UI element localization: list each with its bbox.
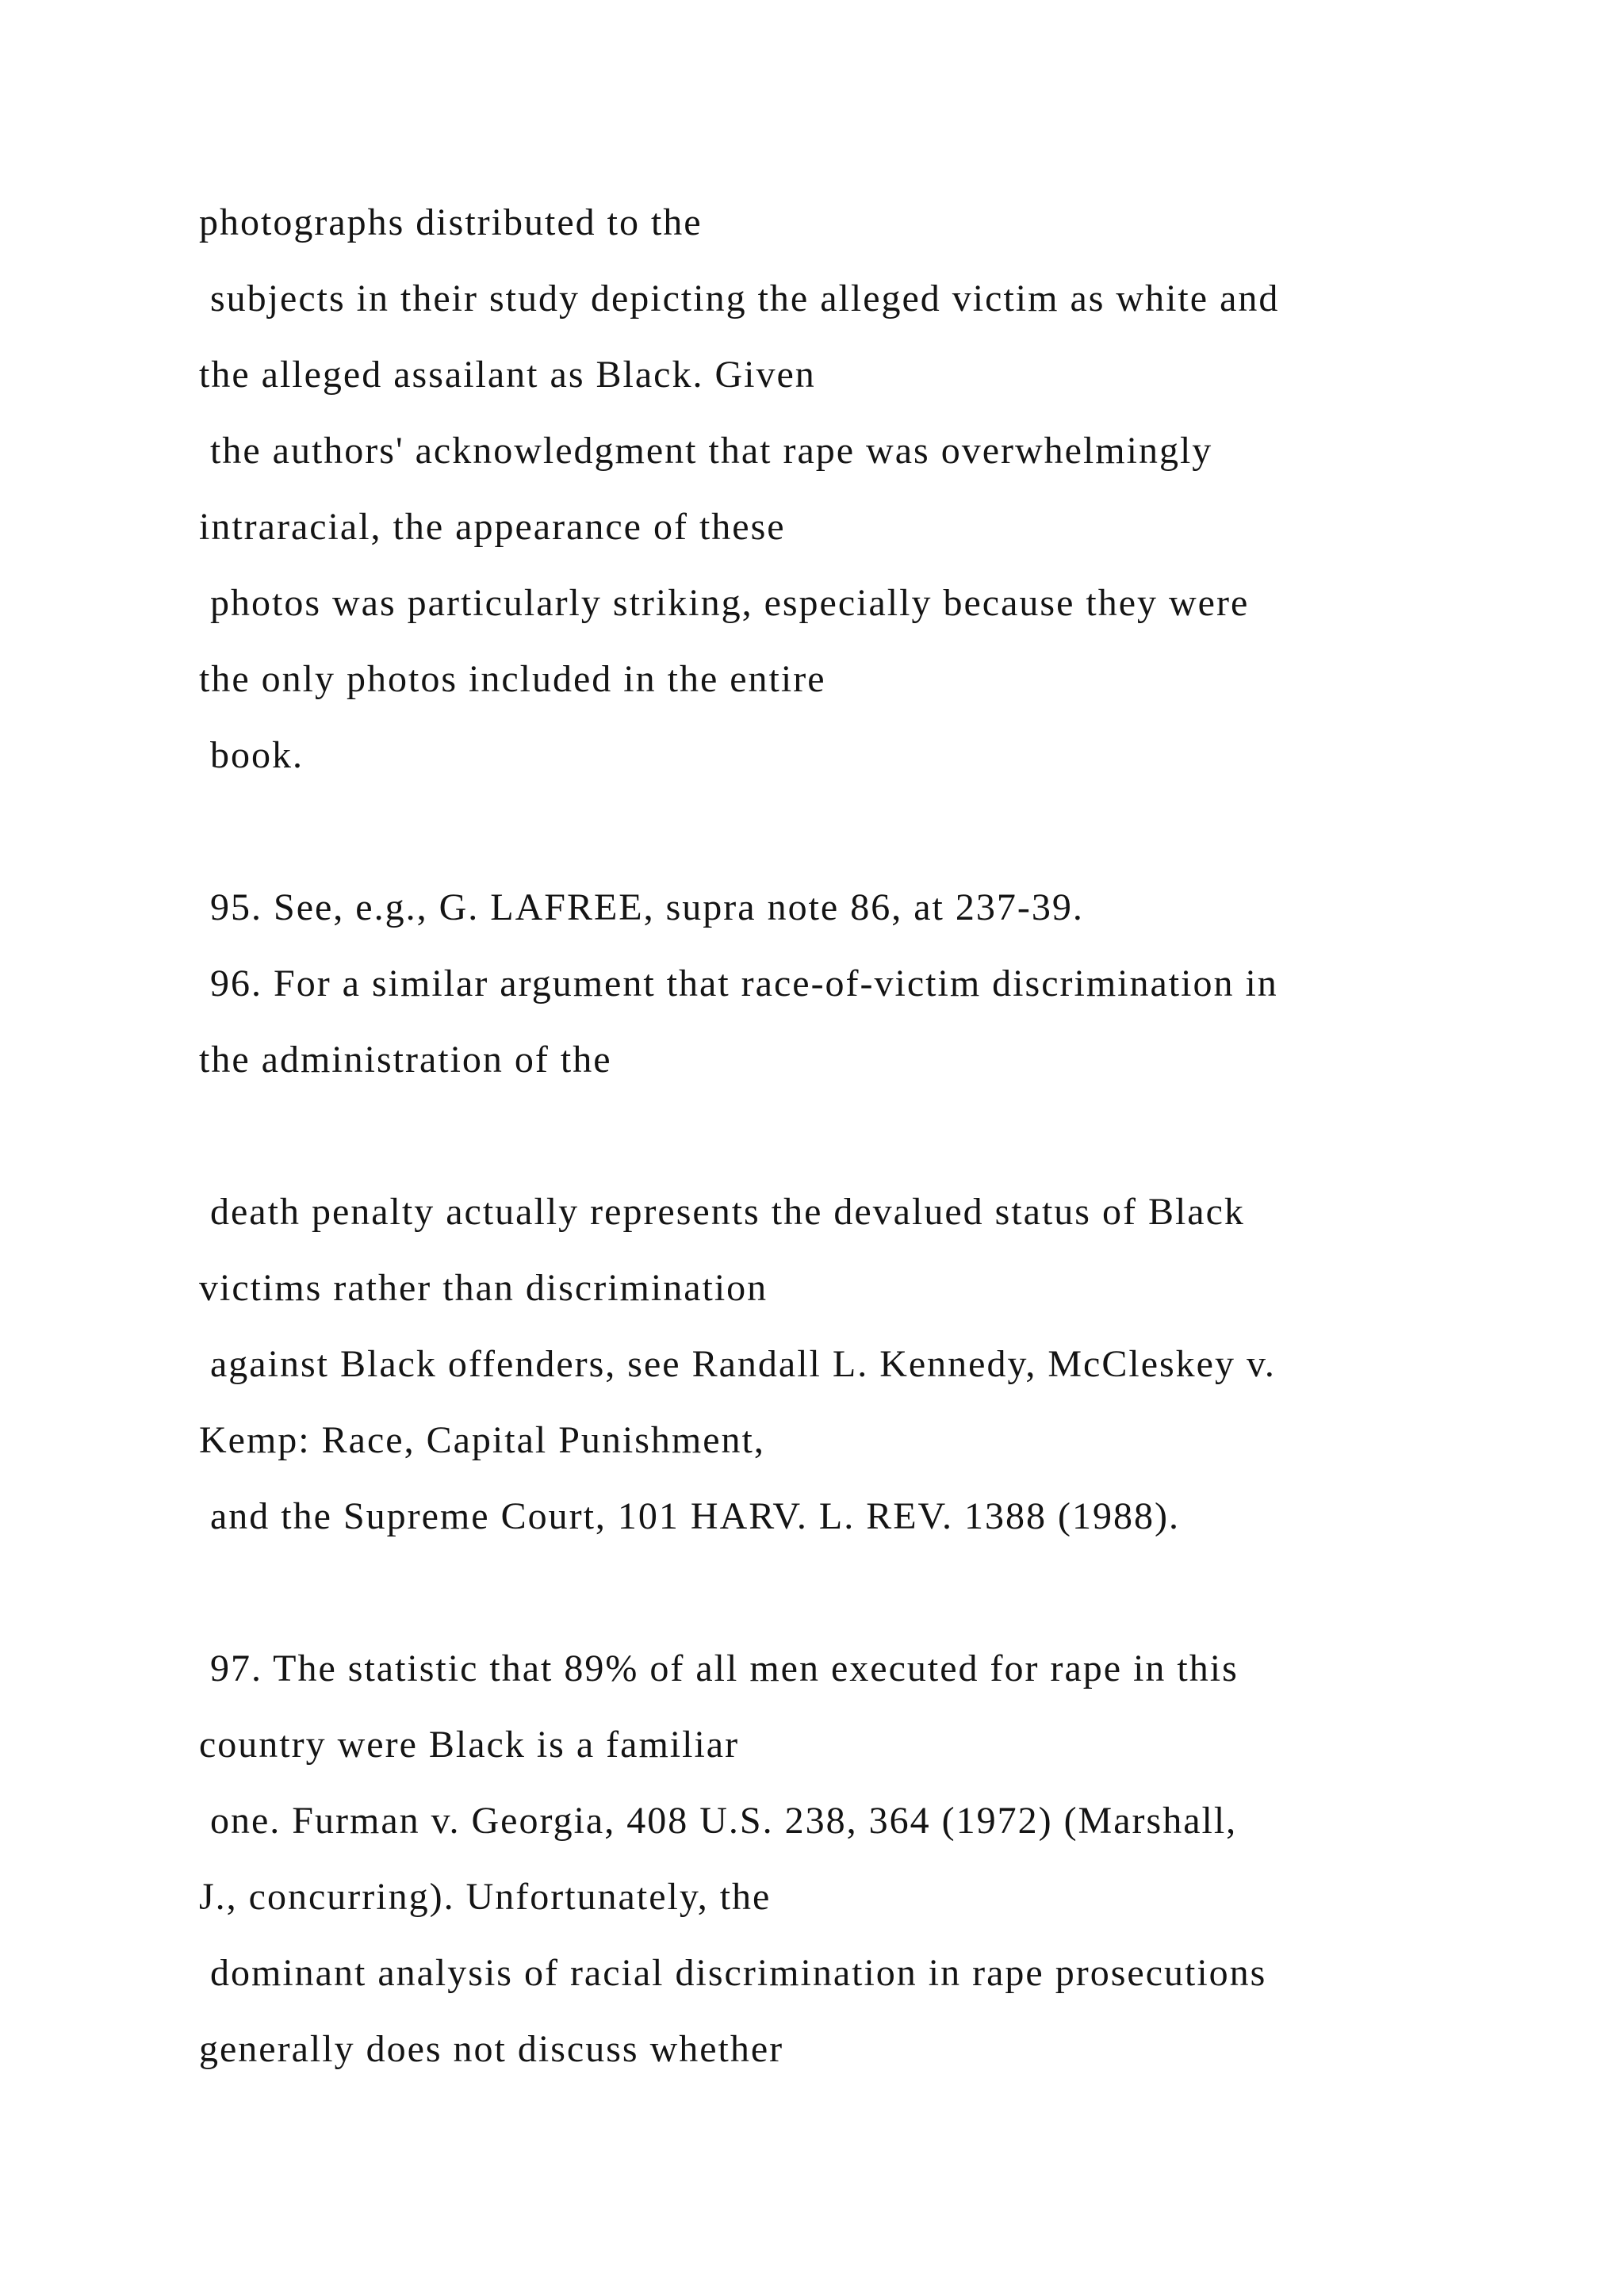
text-line: generally does not discuss whether [199, 2028, 784, 2070]
text-line: the alleged assailant as Black. Given [199, 354, 816, 396]
footnote-paragraph [199, 870, 1592, 1098]
footnote-97-line: 97. The statistic that 89% of all men executed for rape in this [199, 1647, 1239, 1689]
text-line: the only photos included in the entire [199, 658, 826, 700]
text-line: book. [199, 734, 304, 776]
footnote-continuation-paragraph [199, 185, 1592, 794]
text-line: Kemp: Race, Capital Punishment, [199, 1419, 765, 1461]
text-line: photographs distributed to the [199, 201, 703, 243]
text-line: one. Furman v. Georgia, 408 U.S. 238, 364 (1972) (Marshall, [199, 1800, 1238, 1842]
footnote-paragraph [199, 1174, 1592, 1555]
text-line: and the Supreme Court, 101 HARV. L. REV. 1388 (1988). [199, 1495, 1180, 1537]
text-line: intraracial, the appearance of these [199, 506, 786, 548]
footnote-paragraph [199, 1631, 1592, 2087]
text-line: against Black offenders, see Randall L. Kennedy, McCleskey v. [199, 1343, 1276, 1385]
text-line: J., concurring). Unfortunately, the [199, 1876, 772, 1918]
text-line: the authors' acknowledgment that rape was overwhelmingly [199, 430, 1213, 472]
text-line: dominant analysis of racial discrimination in rape prosecutions [199, 1952, 1267, 1994]
text-line: subjects in their study depicting the alleged victim as white and [199, 277, 1280, 320]
text-line: victims rather than discrimination [199, 1267, 768, 1309]
text-line: photos was particularly striking, especially because they were [199, 582, 1250, 624]
text-line: death penalty actually represents the devalued status of Black [199, 1191, 1245, 1233]
footnote-95-line: 95. See, e.g., G. LAFREE, supra note 86, at 237-39. [199, 886, 1084, 928]
text-line: country were Black is a familiar [199, 1724, 740, 1766]
footnote-96-line: 96. For a similar argument that race-of-victim discrimination in [199, 962, 1278, 1004]
text-line: the administration of the [199, 1039, 612, 1081]
